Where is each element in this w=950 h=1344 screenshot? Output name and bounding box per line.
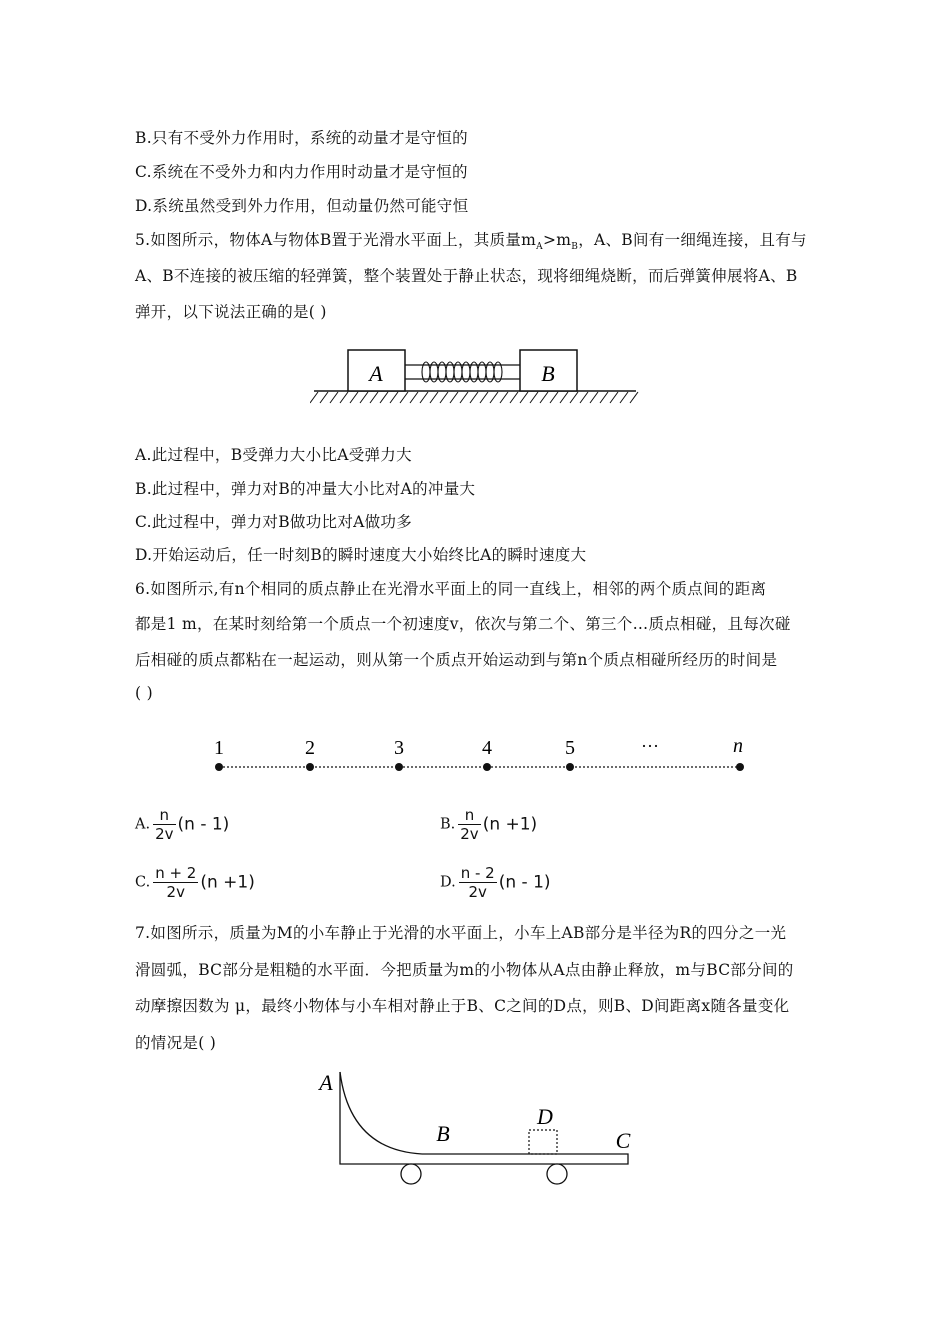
line-option-b: B.只有不受外力作用时，系统的动量才是守恒的 (135, 129, 468, 147)
q6-option-c (135, 864, 255, 901)
q6-option-a-label: A. (135, 816, 151, 833)
cart-body (340, 1072, 628, 1164)
particle-5 (566, 763, 574, 771)
label-5: 5 (565, 737, 575, 759)
label-n: n (733, 735, 743, 757)
q6-option-c-factor: (n +1) (200, 872, 255, 893)
question-6-line-3: 后相碰的质点都粘在一起运动，则从第一个质点开始运动到与第n个质点相碰所经历的时间是 (135, 651, 778, 669)
q5-text-start: 5.如图所示，物体A与物体B置于光滑水平面上，其质量m (135, 231, 537, 249)
particle-n (736, 763, 744, 771)
label-3: 3 (394, 737, 404, 759)
quarter-arc (340, 1072, 422, 1154)
question-6-line-2: 都是1 m，在某时刻给第一个质点一个初速度v，依次与第二个、第三个…质点相碰，且每次碰 (135, 615, 791, 633)
label-2: 2 (305, 737, 315, 759)
denominator: 2v (166, 883, 185, 901)
question-7-line-4: 的情况是( ) (135, 1034, 217, 1052)
denominator: 2v (468, 883, 487, 901)
numerator: n (458, 806, 480, 825)
wheel-left (401, 1164, 421, 1184)
label-b: B (436, 1121, 450, 1146)
question-5-line-2: A、B不连接的被压缩的轻弹簧，整个装置处于静止状态，现将细绳烧断，而后弹簧伸展将A、B (135, 267, 798, 285)
q6-option-a (135, 806, 229, 843)
q6-option-b (440, 806, 537, 843)
numerator: n (153, 806, 175, 825)
q5-sub-a: A (536, 242, 543, 253)
q6-option-d-label: D. (440, 874, 456, 891)
q5-text-mid: >m (542, 231, 572, 249)
q6-option-a-fraction (153, 806, 175, 843)
q6-option-b-factor: (n +1) (482, 814, 538, 835)
label-d: D (537, 1104, 553, 1129)
q6-option-b-fraction (458, 806, 480, 843)
label-1: 1 (214, 737, 224, 759)
label-a: A (319, 1070, 333, 1095)
q6-option-d-fraction (459, 864, 497, 901)
figure-spring-blocks (310, 345, 640, 407)
question-7-line-1: 7.如图所示，质量为M的小车静止于光滑的水平面上，小车上AB部分是半径为R的四分之一光 (135, 924, 787, 942)
particle-2 (306, 763, 314, 771)
question-7-line-3: 动摩擦因数为 μ，最终小物体与小车相对静止于B、C之间的D点，则B、D间距离x随各量变化 (135, 997, 790, 1015)
question-5-line-3: 弹开，以下说法正确的是( ) (135, 303, 327, 321)
particle-1 (215, 763, 223, 771)
label-a: A (369, 361, 383, 386)
wheel-right (547, 1164, 567, 1184)
q5-option-c: C.此过程中，弹力对B做功比对A做功多 (135, 513, 413, 531)
q6-option-a-factor: (n - 1) (177, 814, 230, 835)
numerator: n - 2 (460, 864, 495, 882)
question-6-line-4: ( ) (135, 684, 153, 702)
denominator: 2v (155, 825, 174, 843)
q6-option-b-label: B. (440, 816, 456, 833)
particle-4 (483, 763, 491, 771)
q5-text-end: ，A、B间有一细绳连接，且有与 (578, 231, 807, 249)
q5-option-a: A.此过程中，B受弹力大小比A受弹力大 (135, 446, 412, 464)
line-option-d: D.系统虽然受到外力作用，但动量仍然可能守恒 (135, 197, 469, 215)
q5-sub-b: B (571, 242, 579, 253)
q5-option-d: D.开始运动后，任一时刻B的瞬时速度大小始终比A的瞬时速度大 (135, 546, 587, 564)
question-6-line-1: 6.如图所示,有n个相同的质点静止在光滑水平面上的同一直线上，相邻的两个质点间的距离 (135, 580, 767, 598)
q6-option-c-label: C. (135, 874, 151, 891)
q6-option-d-factor: (n - 1) (498, 872, 551, 893)
figure-particle-line (200, 730, 760, 780)
block-d (529, 1130, 557, 1154)
label-ellipsis: ··· (641, 736, 659, 756)
q5-option-b: B.此过程中，弹力对B的冲量大小比对A的冲量大 (135, 480, 476, 498)
label-c: C (615, 1128, 631, 1153)
numerator: n + 2 (155, 864, 197, 882)
figure-cart (310, 1068, 640, 1193)
denominator: 2v (460, 825, 479, 843)
question-7-line-2: 滑圆弧，BC部分是粗糙的水平面．今把质量为m的小物体从A点由静止释放，m与BC部分间的 (135, 961, 794, 979)
particle-3 (395, 763, 403, 771)
q6-option-d (440, 864, 551, 901)
line-option-c: C.系统在不受外力和内力作用时动量才是守恒的 (135, 163, 468, 181)
question-5-line-1 (135, 228, 807, 252)
label-4: 4 (482, 737, 492, 759)
q6-option-c-fraction (153, 864, 198, 901)
label-b: B (541, 361, 555, 386)
